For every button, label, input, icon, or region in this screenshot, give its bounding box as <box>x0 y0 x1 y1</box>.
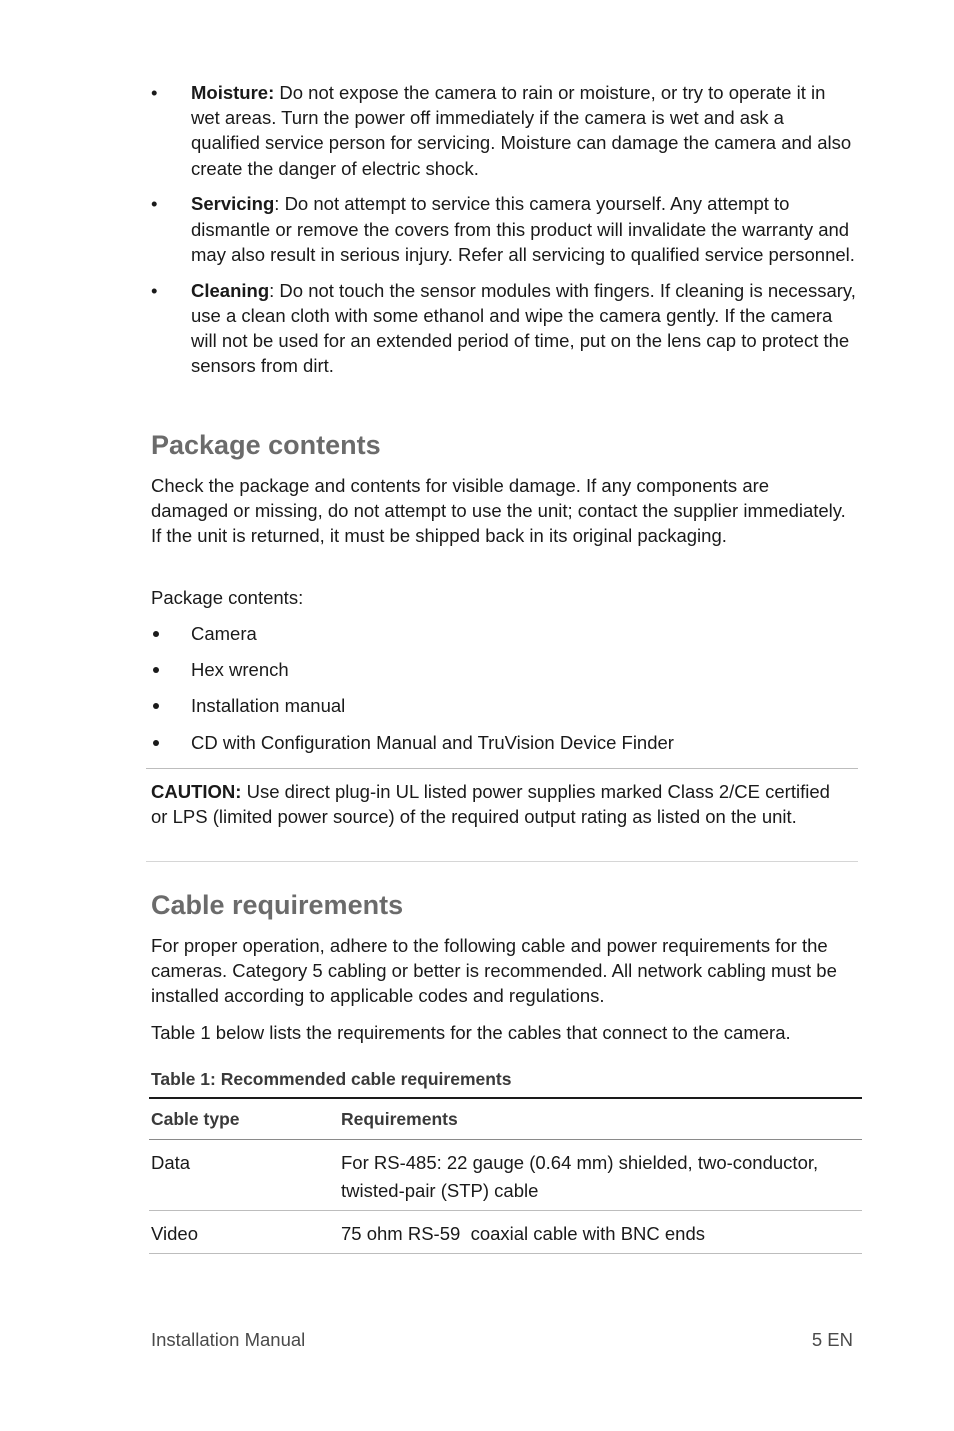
package-item: Hex wrench <box>191 659 289 681</box>
safety-item-servicing <box>151 191 856 267</box>
package-items-list <box>151 621 851 766</box>
caution-box <box>146 768 858 862</box>
safety-item-cleaning <box>151 278 856 379</box>
table-cell: 75 ohm RS-59 coaxial cable with BNC ends <box>339 1211 862 1254</box>
table-reference: Table 1 below lists the requirements for the cables that connect to the camera. <box>151 1022 791 1043</box>
package-list-label: Package contents: <box>151 587 304 608</box>
bullet-mark: • <box>151 279 158 301</box>
list-item <box>151 657 851 682</box>
package-intro: Check the package and contents for visible damage. If any components are damaged or missing, do not attempt to use the unit; contact the supplier immediately. If the unit is returned, it must be shipped back in its original packaging. <box>151 475 846 547</box>
table-cell: For RS-485: 22 gauge (0.64 mm) shielded, two-conductor, twisted-pair (STP) cable <box>339 1140 862 1211</box>
table-header-row <box>149 1098 862 1140</box>
cables-intro: For proper operation, adhere to the following cable and power requirements for the cameras. Category 5 cabling or better is recommended. All network cabling must be installed according to applicable codes and regulations. <box>151 935 837 1007</box>
safety-text: : Do not attempt to service this camera yourself. Any attempt to dismantle or remove the covers from this product will invalidate the warranty and may also result in serious injury. Refer all servicing to qualified service personnel. <box>191 193 855 265</box>
cable-requirements-table <box>149 1097 862 1254</box>
list-item <box>151 621 851 646</box>
caution-label: CAUTION: <box>151 781 242 802</box>
package-item: Camera <box>191 623 257 644</box>
safety-text: : Do not touch the sensor modules with fingers. If cleaning is necessary, use a clean cloth with some ethanol and wipe the camera gently. If the camera will not be used for an extended period of time, put on the lens cap to protect the sensors from dirt. <box>191 279 856 377</box>
safety-term: Servicing <box>191 193 275 215</box>
footer-title: Installation Manual <box>151 1329 306 1350</box>
bullet-mark: • <box>151 193 158 215</box>
table-cell: Video <box>149 1211 339 1254</box>
bullet-dot <box>153 631 159 637</box>
table-caption: Table 1: Recommended cable requirements <box>151 1069 512 1089</box>
bullet-dot <box>153 667 159 673</box>
list-item <box>151 730 851 755</box>
cables-heading: Cable requirements <box>151 890 404 920</box>
list-item <box>151 693 851 718</box>
bullet-dot <box>153 740 159 746</box>
table-row <box>149 1211 862 1254</box>
caution-text <box>151 779 851 829</box>
safety-text: Do not expose the camera to rain or moisture, or try to operate it in wet areas. Turn the power off immediately if the camera is wet and ask a qualified service person for servicing. Moisture can damage the camera and also create the danger of electric shock. <box>191 82 852 179</box>
table-cell: Data <box>149 1140 339 1211</box>
safety-term: Moisture: <box>191 82 275 103</box>
safety-term: Cleaning <box>191 279 270 301</box>
page-number: 5 EN <box>811 1329 853 1350</box>
bullet-mark: • <box>151 82 158 103</box>
safety-list <box>151 80 856 389</box>
column-header: Cable type <box>149 1098 339 1140</box>
package-heading: Package contents <box>151 430 381 460</box>
package-item: Installation manual <box>191 695 346 717</box>
table-row <box>149 1140 862 1211</box>
caution-body: Use direct plug-in UL listed power supplies marked Class 2/CE certified or LPS (limited power source) of the required output rating as listed on the unit. <box>151 781 830 828</box>
package-item: CD with Configuration Manual and TruVision Device Finder <box>191 731 674 753</box>
column-header: Requirements <box>339 1098 862 1140</box>
safety-item-moisture <box>151 80 856 181</box>
bullet-dot <box>153 703 159 709</box>
